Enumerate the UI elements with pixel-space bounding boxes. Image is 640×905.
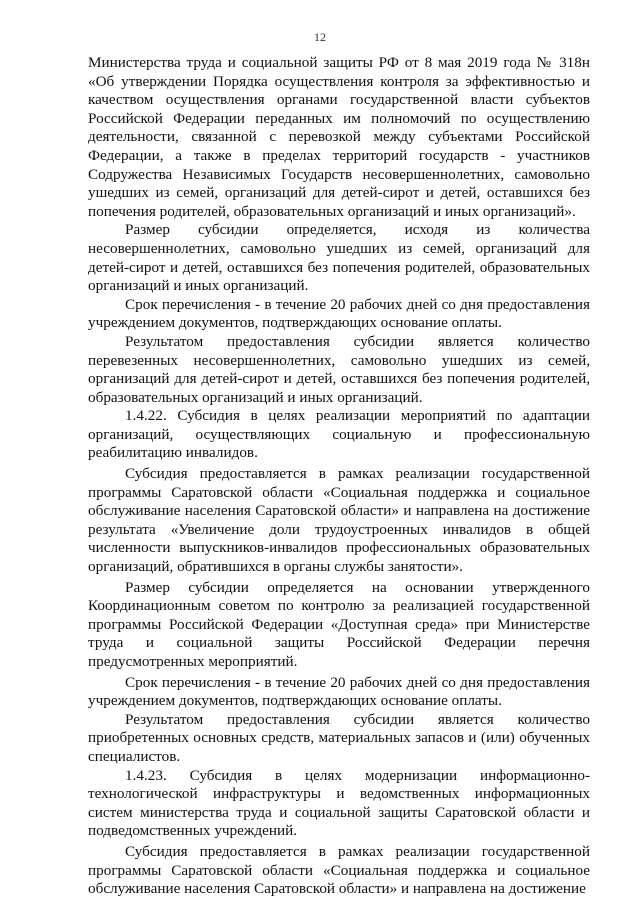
paragraph-section-1-4-22: 1.4.22. Субсидия в целях реализации мероприятий по адаптации организаций, осуществляющих социальную и профессиональную реабилитацию инвалидов. (88, 407, 590, 462)
paragraph-program-provision: Субсидия предоставляется в рамках реализации государственной программы Саратовской области «Социальная поддержка и социальное обслуживание населения Саратовской области» и направлена на достижение результата «Увеличение доли трудоустроенных инвалидов в общей численности выпускников-инвалидов профессиональных образовательных организаций, обратившихся в органы службы занятости». (88, 465, 590, 576)
paragraph-transfer-term-2: Срок перечисления - в течение 20 рабочих дней со дня предоставления учреждением документов, подтверждающих основание оплаты. (88, 673, 590, 710)
paragraph-subsidy-size-basis: Размер субсидии определяется на основании утвержденного Координационным советом по контролю за реализацией государственной программы Российской Федерации «Доступная среда» при Министерстве труда и социальной защиты Российской Федерации перечня предусмотренных мероприятий. (88, 578, 590, 670)
document-body (88, 54, 590, 899)
paragraph-subsidy-result: Результатом предоставления субсидии является количество перевезенных несовершеннолетних, самовольно ушедших из семей, организаций для детей-сирот и детей, оставшихся без попечения родителей, образовательных организаций и иных организаций. (88, 332, 590, 406)
paragraph-section-1-4-23: 1.4.23. Субсидия в целях модернизации информационно-технологической инфраструктуры и ведомственных информационных систем министерства труда и социальной защиты Саратовской области и подведомственных учреждений. (88, 766, 590, 840)
page-number: 12 (314, 30, 326, 44)
paragraph-subsidy-size: Размер субсидии определяется, исходя из количества несовершеннолетних, самовольно ушедших из семей, организаций для детей-сирот и детей, оставшихся без попечения родителей, образовательных организаций и иных организаций. (88, 221, 590, 295)
paragraph-subsidy-result-2: Результатом предоставления субсидии является количество приобретенных основных средств, материальных запасов и (или) обученных специалистов. (88, 710, 590, 765)
paragraph-transfer-term: Срок перечисления - в течение 20 рабочих дней со дня предоставления учреждением документов, подтверждающих основание оплаты. (88, 295, 590, 332)
paragraph-program-provision-2: Субсидия предоставляется в рамках реализации государственной программы Саратовской области «Социальная поддержка и социальное обслуживание населения Саратовской области» и направлена на достижение (88, 842, 590, 898)
paragraph-order-reference: Министерства труда и социальной защиты РФ от 8 мая 2019 года № 318н «Об утверждении Порядка осуществления контроля за эффективностью и качеством осуществления органами государственной власти субъектов Российской Федерации переданных им полномочий по осуществлению деятельности, связанной с перевозкой между субъектами Российской Федерации, а также в пределах территорий государств - участников Содружества Независимых Государств несовершеннолетних, самовольно ушедших из семей, организаций для детей-сирот и детей, оставшихся без попечения родителей, образовательных организаций и иных организаций». (88, 54, 590, 220)
